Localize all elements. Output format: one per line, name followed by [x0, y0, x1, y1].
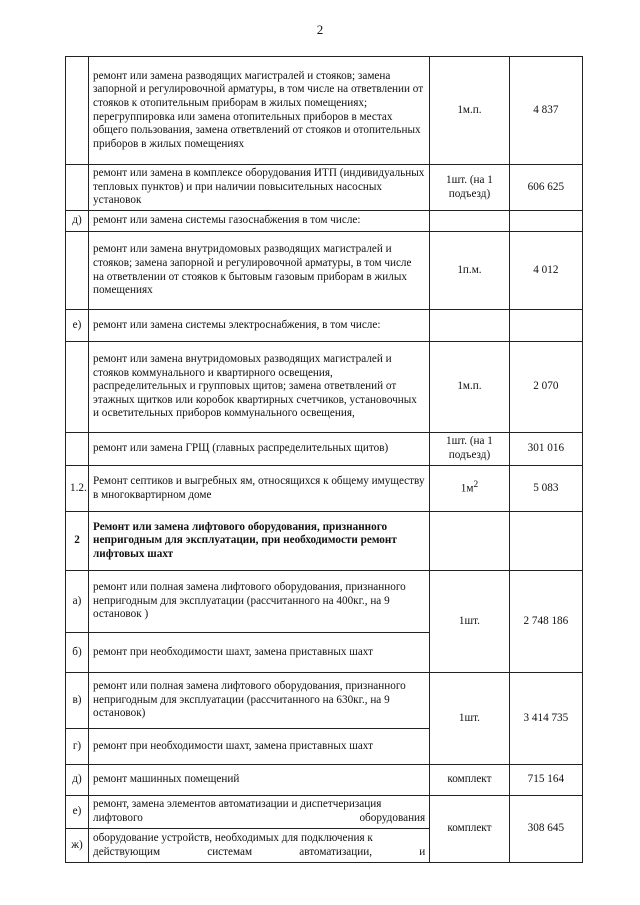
table-row	[66, 165, 583, 211]
table-row	[66, 796, 583, 829]
unit-cell: 1м.п.	[430, 342, 510, 433]
table-row	[66, 57, 583, 165]
work-description: ремонт, замена элементов автоматизации и диспетчеризация лифтового оборудования	[89, 796, 430, 829]
row-number	[66, 342, 89, 433]
work-description: ремонт при необходимости шахт, замена приставных шахт	[89, 633, 430, 673]
unit-exponent: 2	[473, 480, 479, 491]
price-cell: 3 414 735	[509, 673, 582, 765]
row-number: б)	[66, 633, 89, 673]
table-row	[66, 342, 583, 433]
row-number	[66, 232, 89, 310]
section-number: 2	[66, 512, 89, 571]
row-number: ж)	[66, 829, 89, 863]
section-title: Ремонт или замена лифтового оборудования, признанного непригодным для эксплуатации, при необходимости ремонт лифтовых шахт	[89, 512, 430, 571]
table-row	[66, 232, 583, 310]
price-cell	[509, 512, 582, 571]
row-number	[66, 57, 89, 165]
table-row	[66, 512, 583, 571]
price-cell: 715 164	[509, 765, 582, 796]
unit-cell: 1шт. (на 1 подъезд)	[430, 433, 510, 466]
table-row	[66, 211, 583, 232]
work-description: ремонт или замена внутридомовых разводящих магистралей и стояков коммунального и квартирного освещения, распределительных и групповых щитов; замена ответвлений от этажных щитков или коробок квартирных счетчиков, установочных и осветительных приборов коммунального освещения,	[89, 342, 430, 433]
row-number: в)	[66, 673, 89, 729]
unit-base: 1м	[460, 483, 474, 496]
price-cell: 301 016	[509, 433, 582, 466]
unit-cell: комплект	[430, 765, 510, 796]
row-number: е)	[66, 310, 89, 342]
price-cell	[509, 211, 582, 232]
work-description: ремонт или замена системы электроснабжения, в том числе:	[89, 310, 430, 342]
table-row	[66, 433, 583, 466]
work-description: оборудование устройств, необходимых для подключения к действующим системам автоматизации, и	[89, 829, 430, 863]
row-number	[66, 433, 89, 466]
work-description: Ремонт септиков и выгребных ям, относящихся к общему имуществу в многоквартирном доме	[89, 466, 430, 512]
price-cell	[509, 310, 582, 342]
row-number: д)	[66, 765, 89, 796]
unit-cell: 1шт.	[430, 673, 510, 765]
work-description: ремонт или замена внутридомовых разводящих магистралей и стояков; замена запорной и регулировочной арматуры, в том числе на ответвлении от стояков к бытовым газовым приборам в жилых помещениях	[89, 232, 430, 310]
work-description: ремонт или полная замена лифтового оборудования, признанного непригодным для эксплуатации (рассчитанного на 400кг., на 9 остановок )	[89, 571, 430, 633]
unit-cell: 1шт.	[430, 571, 510, 673]
work-description: ремонт при необходимости шахт, замена приставных шахт	[89, 729, 430, 765]
row-number: д)	[66, 211, 89, 232]
table-row	[66, 765, 583, 796]
unit-cell	[430, 512, 510, 571]
price-cell: 5 083	[509, 466, 582, 512]
price-cell: 4 837	[509, 57, 582, 165]
unit-cell: 1шт. (на 1 подъезд)	[430, 165, 510, 211]
price-cell: 606 625	[509, 165, 582, 211]
price-cell: 4 012	[509, 232, 582, 310]
price-cell: 2 070	[509, 342, 582, 433]
unit-cell	[430, 310, 510, 342]
row-number: 1.2.	[66, 466, 89, 512]
work-description: ремонт или замена ГРЩ (главных распределительных щитов)	[89, 433, 430, 466]
work-description: ремонт или замена в комплексе оборудования ИТП (индивидуальных тепловых пунктов) и при наличии повысительных насосных установок	[89, 165, 430, 211]
work-description: ремонт или замена системы газоснабжения в том числе:	[89, 211, 430, 232]
unit-cell	[430, 466, 510, 512]
row-number: а)	[66, 571, 89, 633]
table-row	[66, 673, 583, 729]
price-cell: 2 748 186	[509, 571, 582, 673]
unit-cell	[430, 211, 510, 232]
price-cell: 308 645	[509, 796, 582, 863]
table-row	[66, 466, 583, 512]
work-description: ремонт или замена разводящих магистралей и стояков; замена запорной и регулировочной арматуры, в том числе на ответвлении от стояков к отопительным приборам в жилых помещениях; перегруппировка или замена отопительных приборов в местах общего пользования, замена ответвлений от стояков и отопительных приборов в жилых помещениях	[89, 57, 430, 165]
unit-cell: 1п.м.	[430, 232, 510, 310]
work-description: ремонт или полная замена лифтового оборудования, признанного непригодным для эксплуатации (рассчитанного на 630кг., на 9 остановок)	[89, 673, 430, 729]
table-row	[66, 310, 583, 342]
unit-cell: комплект	[430, 796, 510, 863]
work-description: ремонт машинных помещений	[89, 765, 430, 796]
work-cost-table	[65, 56, 583, 863]
row-number: е)	[66, 796, 89, 829]
page-number: 2	[316, 22, 324, 37]
table-row	[66, 571, 583, 633]
unit-cell: 1м.п.	[430, 57, 510, 165]
row-number: г)	[66, 729, 89, 765]
row-number	[66, 165, 89, 211]
